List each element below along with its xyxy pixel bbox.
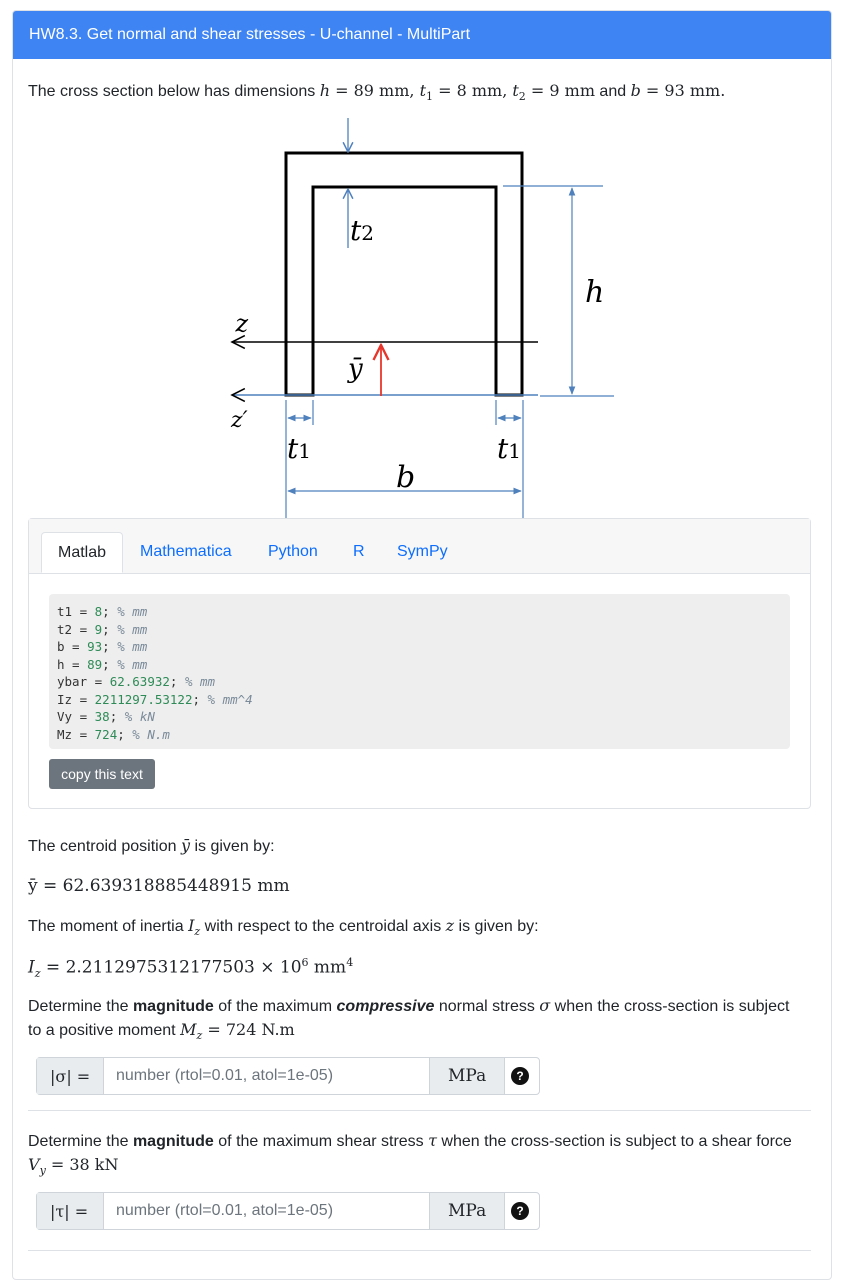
sigma-input-label: |σ| = bbox=[37, 1058, 104, 1094]
part-divider bbox=[28, 1110, 811, 1111]
code-line: t2 = 9; % mm bbox=[57, 621, 148, 637]
code-line: h = 89; % mm bbox=[57, 656, 148, 672]
part2-question-line1: Determine the magnitude of the maximum shear stress τ when the cross-section is subject to a shear force bbox=[28, 1131, 792, 1150]
bottom-divider bbox=[28, 1250, 811, 1251]
sigma-help-icon[interactable]: ? bbox=[511, 1067, 529, 1085]
tab-bar bbox=[29, 519, 810, 574]
t1-right-label: t1 bbox=[497, 432, 521, 465]
t2-label: t2 bbox=[350, 214, 374, 247]
tau-answer-input[interactable] bbox=[104, 1193, 429, 1229]
sigma-unit: MPa bbox=[429, 1058, 505, 1094]
cross-section-diagram bbox=[0, 0, 848, 520]
ybar-label: ȳ bbox=[348, 354, 363, 384]
sigma-answer-input[interactable] bbox=[104, 1058, 429, 1094]
part1-question-line2: to a positive moment $M_z = 724$ N.m bbox=[28, 1020, 295, 1043]
copy-text-button[interactable]: copy this text bbox=[49, 759, 155, 789]
code-line: Vy = 38; % kN bbox=[57, 709, 155, 724]
tab-r[interactable]: R bbox=[353, 543, 365, 560]
sigma-answer-group bbox=[36, 1057, 540, 1095]
code-line: ybar = 62.63932; % mm bbox=[57, 674, 216, 689]
part1-question-line1: Determine the magnitude of the maximum compressive normal stress σ when the cross-section is subject bbox=[28, 996, 790, 1015]
tau-answer-group bbox=[36, 1192, 540, 1230]
code-line: Mz = 724; % N.m bbox=[57, 726, 170, 742]
code-line: t1 = 8; % mm bbox=[57, 604, 148, 619]
problem-statement: The cross section below has dimensions h = 89 mm, $t_1 = 8$ mm, $t_2 = 9$ mm and b = 93 mm. bbox=[28, 81, 726, 104]
channel-outline bbox=[286, 153, 522, 395]
tab-python[interactable]: Python bbox=[268, 543, 318, 560]
h-label: h bbox=[585, 275, 605, 310]
b-label: b bbox=[396, 460, 416, 495]
t1-left-label: t1 bbox=[287, 432, 311, 465]
tab-sympy[interactable]: SymPy bbox=[397, 543, 448, 560]
code-line: Iz = 2211297.53122; % mm^4 bbox=[57, 691, 253, 707]
code-line: b = 93; % mm bbox=[57, 639, 148, 654]
centroid-text: The centroid position ȳ is given by: bbox=[28, 836, 275, 855]
inertia-text: The moment of inertia $I_z$ with respect to the centroidal axis z is given by: bbox=[28, 916, 539, 939]
code-tabs-panel bbox=[28, 518, 811, 809]
part2-question-line2: $V_y = 38$ kN bbox=[28, 1155, 119, 1178]
question-title: HW8.3. Get normal and shear stresses - U-channel - MultiPart bbox=[29, 26, 471, 43]
tab-mathematica[interactable]: Mathematica bbox=[140, 543, 232, 560]
tab-matlab[interactable]: Matlab bbox=[41, 532, 123, 573]
tau-input-label: |τ| = bbox=[37, 1193, 104, 1229]
tau-help-icon[interactable]: ? bbox=[511, 1202, 529, 1220]
code-block[interactable] bbox=[49, 594, 790, 749]
z-label: z bbox=[235, 313, 248, 341]
centroid-value: ȳ = 62.639318885448915 mm bbox=[28, 876, 290, 896]
inertia-value: $I_z = 2.2112975312177503 \times 10^6$ $mm^4$ bbox=[28, 956, 354, 981]
zprime-label: z′ bbox=[231, 408, 248, 433]
tau-unit: MPa bbox=[429, 1193, 505, 1229]
